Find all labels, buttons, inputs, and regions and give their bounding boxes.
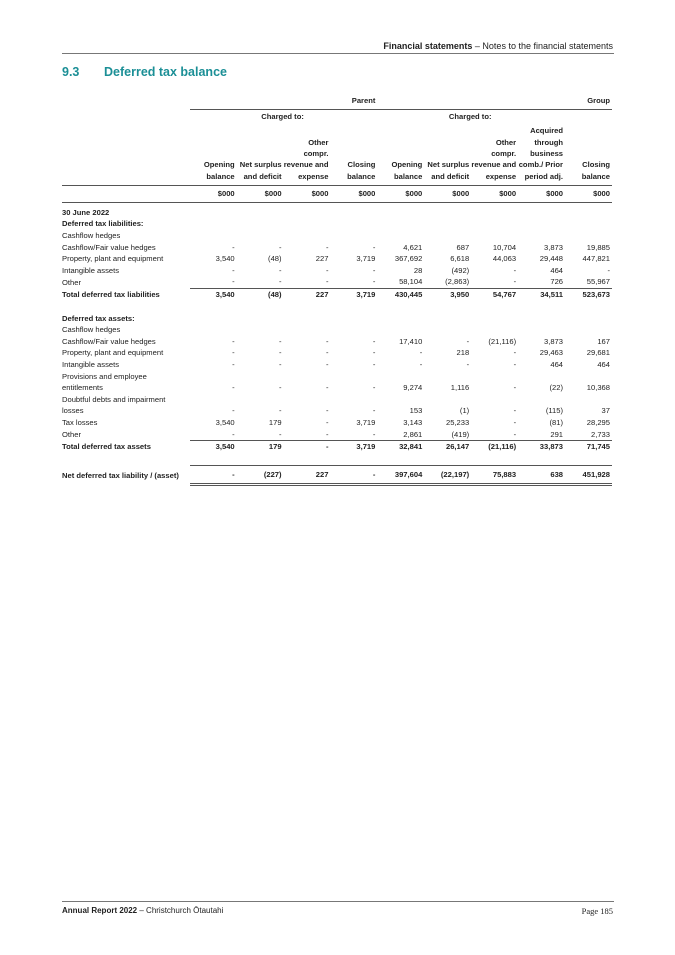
cell-value: 44,063 — [492, 254, 517, 264]
cell-value: - — [232, 406, 235, 416]
liability-row — [62, 253, 612, 265]
section-title — [62, 65, 227, 79]
cell-value: 28 — [413, 265, 423, 275]
page-number: Page 185 — [581, 906, 613, 916]
header-section: Financial statements — [383, 41, 473, 51]
unit-label: $000 — [377, 186, 424, 203]
column-header: Net surplus and deficit — [424, 122, 471, 186]
cell-value: 291 — [518, 429, 565, 441]
unit-label: $000 — [424, 186, 471, 203]
assets-heading-label: Deferred tax assets: — [62, 313, 135, 323]
cell-value: 29,681 — [586, 348, 610, 358]
column-header-row — [62, 122, 612, 186]
cell-value: - — [237, 429, 284, 441]
row-label: Total deferred tax assets — [62, 442, 151, 452]
group-header: Group — [377, 95, 612, 109]
row-label: Cashflow/Fair value hedges — [62, 336, 156, 346]
cell-value: - — [325, 348, 329, 358]
cell-value: (22,197) — [424, 465, 471, 485]
cell-value: - — [330, 429, 377, 441]
row-label: Cashflow/Fair value hedges — [62, 242, 156, 252]
cell-value: 3,540 — [215, 417, 235, 427]
cell-value: - — [325, 383, 329, 393]
cell-value: (1) — [459, 406, 470, 416]
cell-value: - — [372, 336, 376, 346]
cell-value: (115) — [545, 406, 564, 416]
row-label: Provisions and employee entitlements — [62, 371, 147, 393]
net-liability-row — [62, 465, 612, 485]
assets-heading — [62, 313, 612, 325]
cell-value: 179 — [268, 417, 282, 427]
date-heading — [62, 202, 612, 218]
cell-value: 3,873 — [544, 242, 564, 252]
cell-value: 638 — [518, 465, 565, 485]
column-header: Closing balance — [330, 122, 377, 186]
cell-value: - — [232, 265, 235, 275]
cell-value: - — [513, 359, 517, 369]
cell-value: - — [513, 265, 517, 275]
row-label: Tax losses — [62, 417, 98, 427]
asset-row — [62, 429, 612, 441]
cell-value: 9,274 — [403, 383, 423, 393]
cell-value: 6,618 — [450, 254, 470, 264]
cell-value: 4,621 — [403, 242, 423, 252]
cell-value: 3,143 — [403, 417, 423, 427]
cell-value: - — [284, 429, 331, 441]
column-header: Other compr. revenue and expense — [471, 122, 518, 186]
cell-value: - — [466, 336, 470, 346]
cell-value: 37 — [601, 406, 610, 416]
cell-value: - — [325, 242, 329, 252]
row-label: Other — [62, 430, 81, 439]
asset-row — [62, 394, 612, 417]
assets-total-row — [62, 441, 612, 453]
cell-value: - — [471, 276, 518, 288]
cell-value: (419) — [424, 429, 471, 441]
cell-value: - — [372, 359, 376, 369]
liability-subheading-label: Cashflow hedges — [62, 231, 121, 240]
cell-value: 55,967 — [565, 276, 612, 288]
section-number: 9.3 — [62, 65, 80, 79]
cell-value: - — [372, 383, 376, 393]
cell-value: 2,861 — [377, 429, 424, 441]
unit-label: $000 — [471, 186, 518, 203]
cell-value: 3,540 — [215, 442, 235, 452]
cell-value: 3,719 — [356, 417, 376, 427]
cell-value: - — [330, 276, 377, 288]
charged-to-row — [62, 109, 612, 122]
cell-value: (48) — [268, 289, 282, 299]
cell-value: 3,719 — [356, 254, 376, 264]
cell-value: 367,692 — [394, 254, 423, 264]
cell-value: - — [372, 265, 376, 275]
column-header: Opening balance — [377, 122, 424, 186]
column-header: Net surplus and deficit — [237, 122, 284, 186]
cell-value: 523,673 — [582, 289, 610, 299]
cell-value: 218 — [456, 348, 470, 358]
cell-value: - — [513, 383, 517, 393]
cell-value: - — [279, 242, 282, 252]
cell-value: - — [279, 359, 282, 369]
column-header: Closing balance — [565, 122, 612, 186]
cell-value: - — [325, 417, 329, 427]
cell-value: - — [372, 406, 376, 416]
column-header: Acquired through business comb./ Prior period adj. — [518, 122, 565, 186]
asset-subheading-label: Cashflow hedges — [62, 325, 121, 335]
cell-value: 75,883 — [471, 465, 518, 485]
cell-value: 25,233 — [445, 417, 470, 427]
cell-value: 10,368 — [586, 383, 610, 393]
column-header: Opening balance — [190, 122, 237, 186]
spacer-row — [62, 301, 612, 313]
cell-value: - — [325, 406, 329, 416]
asset-subheading — [62, 324, 612, 336]
page-header — [383, 41, 613, 51]
liability-row — [62, 276, 612, 288]
deferred-tax-table-wrapper — [62, 95, 612, 486]
footer-report — [62, 906, 223, 915]
cell-value: 2,733 — [565, 429, 612, 441]
asset-row — [62, 371, 612, 394]
cell-value: 34,511 — [540, 289, 564, 299]
footer-report-title: Annual Report 2022 — [62, 906, 138, 915]
cell-value: - — [232, 359, 235, 369]
spacer-row — [62, 453, 612, 466]
cell-value: 19,885 — [586, 242, 610, 252]
cell-value: 71,745 — [586, 442, 610, 452]
cell-value: - — [513, 417, 517, 427]
row-label: Property, plant and equipment — [62, 254, 164, 264]
cell-value: 464 — [597, 359, 610, 369]
cell-value: 227 — [284, 465, 331, 485]
liability-row — [62, 265, 612, 277]
cell-value: - — [466, 359, 470, 369]
parent-header: Parent — [190, 95, 378, 109]
unit-label: $000 — [518, 186, 565, 203]
row-label: Net deferred tax liability / (asset) — [62, 471, 179, 481]
cell-value: - — [279, 383, 282, 393]
cell-value: 451,928 — [565, 465, 612, 485]
cell-value: - — [279, 265, 282, 275]
cell-value: 227 — [315, 289, 329, 299]
cell-value: 179 — [268, 442, 282, 452]
cell-value: - — [232, 383, 235, 393]
parent-charged-to: Charged to: — [261, 111, 304, 121]
cell-value: - — [419, 359, 423, 369]
cell-value: (2,863) — [424, 276, 471, 288]
unit-label: $000 — [237, 186, 284, 203]
cell-value: - — [513, 406, 517, 416]
liabilities-heading — [62, 218, 612, 230]
cell-value: (22) — [549, 383, 564, 393]
cell-value: 3,540 — [215, 289, 235, 299]
column-header: Other compr. revenue and expense — [284, 122, 331, 186]
liability-row — [62, 242, 612, 254]
cell-value: 17,410 — [399, 336, 423, 346]
cell-value: - — [607, 265, 610, 275]
cell-value: 10,704 — [492, 242, 517, 252]
cell-value: - — [279, 336, 282, 346]
row-label: Intangible assets — [62, 265, 119, 275]
header-subsection: – Notes to the financial statements — [472, 41, 613, 51]
cell-value: - — [190, 465, 237, 485]
cell-value: 464 — [550, 359, 564, 369]
unit-label: $000 — [565, 186, 612, 203]
deferred-tax-table — [62, 95, 612, 486]
date-heading-label: 30 June 2022 — [62, 207, 110, 217]
asset-row — [62, 347, 612, 359]
liability-subheading — [62, 230, 612, 242]
header-divider — [62, 53, 614, 54]
cell-value: (21,116) — [488, 442, 517, 452]
cell-value: - — [330, 465, 377, 485]
cell-value: 167 — [597, 336, 610, 346]
cell-value: 32,841 — [399, 442, 423, 452]
cell-value: 726 — [518, 276, 565, 288]
cell-value: (492) — [451, 265, 470, 275]
cell-value: - — [372, 348, 376, 358]
row-label: Doubtful debts and impairment losses — [62, 394, 166, 416]
cell-value: 687 — [456, 242, 470, 252]
footer-divider — [62, 901, 614, 902]
cell-value: - — [237, 276, 284, 288]
row-label: Total deferred tax liabilities — [62, 289, 160, 299]
cell-value: - — [190, 276, 237, 288]
cell-value: 3,719 — [356, 289, 376, 299]
cell-value: 227 — [315, 254, 329, 264]
row-label: Other — [62, 277, 81, 287]
row-label: Intangible assets — [62, 359, 119, 369]
cell-value: - — [419, 348, 423, 358]
cell-value: - — [325, 265, 329, 275]
cell-value: 447,821 — [582, 254, 610, 264]
cell-value: - — [279, 348, 282, 358]
cell-value: - — [232, 242, 235, 252]
asset-row — [62, 417, 612, 429]
cell-value: 28,295 — [586, 417, 610, 427]
cell-value: 3,540 — [215, 254, 235, 264]
footer-report-org: – Christchurch Ōtautahi — [137, 906, 224, 915]
cell-value: - — [325, 336, 329, 346]
cell-value: - — [325, 359, 329, 369]
cell-value: - — [325, 442, 329, 452]
unit-label: $000 — [190, 186, 237, 203]
cell-value: 29,463 — [539, 348, 564, 358]
cell-value: - — [372, 242, 376, 252]
cell-value: 3,950 — [450, 289, 470, 299]
cell-value: 430,445 — [394, 289, 423, 299]
unit-label: $000 — [284, 186, 331, 203]
entity-header-row — [62, 95, 612, 109]
cell-value: (227) — [237, 465, 284, 485]
cell-value: - — [471, 429, 518, 441]
cell-value: - — [232, 336, 235, 346]
section-heading: Deferred tax balance — [104, 65, 227, 79]
cell-value: - — [513, 348, 517, 358]
unit-label: $000 — [330, 186, 377, 203]
cell-value: (21,116) — [488, 336, 517, 346]
cell-value: 33,873 — [539, 442, 564, 452]
cell-value: - — [284, 276, 331, 288]
cell-value: 26,147 — [445, 442, 470, 452]
cell-value: 153 — [409, 406, 423, 416]
cell-value: 54,767 — [492, 289, 517, 299]
cell-value: 3,719 — [356, 442, 376, 452]
cell-value: 29,448 — [539, 254, 564, 264]
units-row — [62, 186, 612, 203]
cell-value: - — [232, 348, 235, 358]
asset-row — [62, 336, 612, 348]
row-label: Property, plant and equipment — [62, 348, 164, 358]
asset-row — [62, 359, 612, 371]
liabilities-heading-label: Deferred tax liabilities: — [62, 219, 144, 229]
cell-value: (81) — [549, 417, 564, 427]
cell-value: (48) — [268, 254, 282, 264]
liabilities-total-row — [62, 288, 612, 300]
cell-value: - — [279, 406, 282, 416]
cell-value: 397,604 — [377, 465, 424, 485]
cell-value: - — [190, 429, 237, 441]
cell-value: 58,104 — [377, 276, 424, 288]
group-charged-to: Charged to: — [448, 111, 492, 121]
cell-value: 464 — [550, 265, 564, 275]
cell-value: 3,873 — [544, 336, 564, 346]
cell-value: 1,116 — [450, 383, 470, 393]
